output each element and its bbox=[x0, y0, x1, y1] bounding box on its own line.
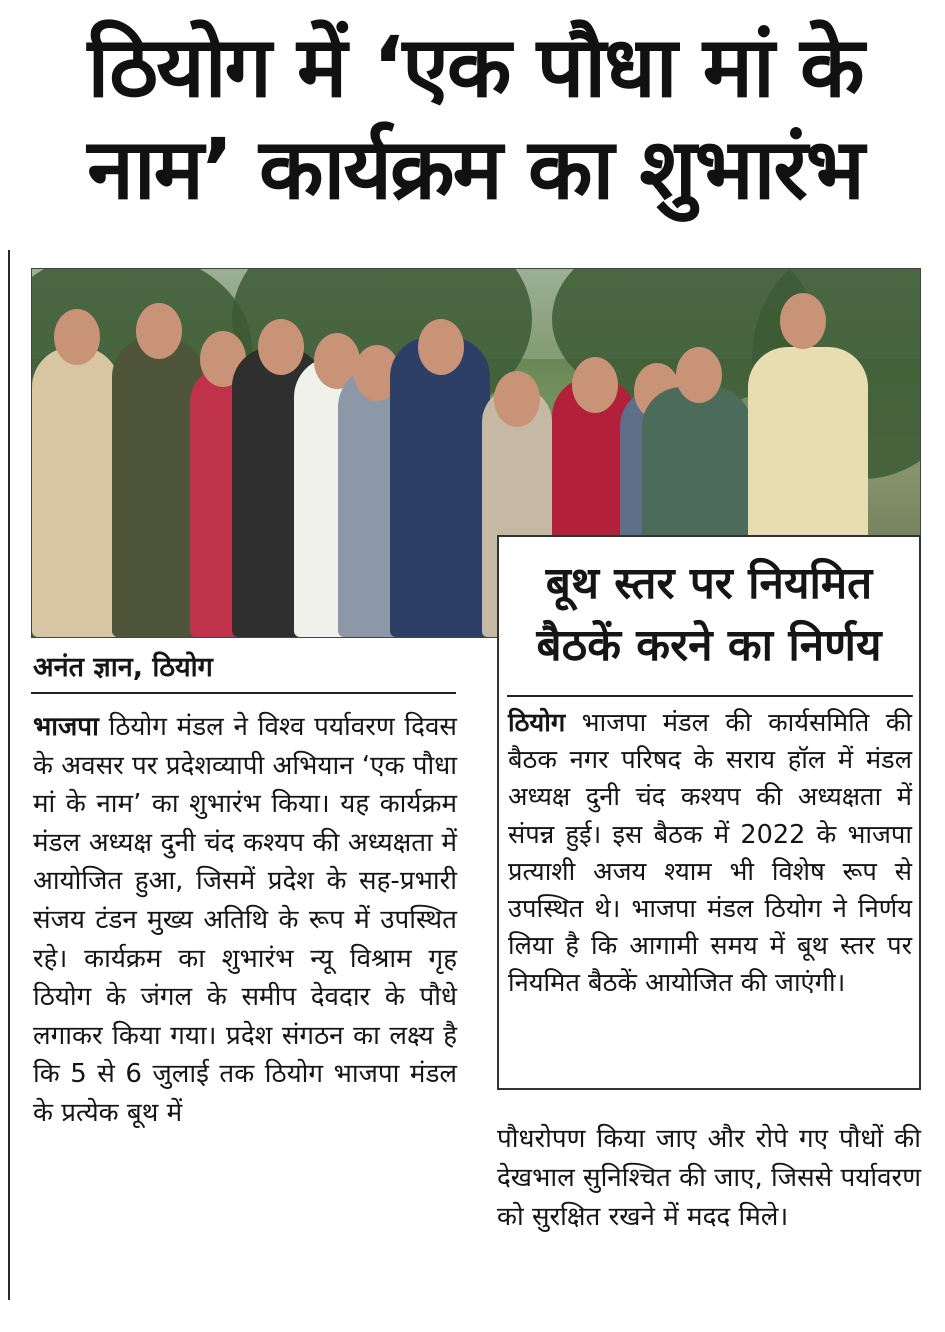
right-article-column bbox=[497, 1120, 921, 1237]
photo-person-head bbox=[780, 293, 826, 349]
sidebar-box-rule bbox=[507, 695, 913, 697]
sidebar-box-title-line-1: बूथ स्तर पर नियमित bbox=[545, 558, 873, 609]
headline-line-1: ठियोग में ‘एक पौधा मां के bbox=[87, 18, 863, 116]
sidebar-box-title-line-2: बैठकें करने का निर्णय bbox=[536, 620, 882, 671]
sidebar-box-body bbox=[508, 705, 912, 1003]
headline-line-2: नाम’ कार्यक्रम का शुभारंभ bbox=[87, 120, 863, 218]
photo-person-head bbox=[54, 309, 100, 365]
sidebar-news-box bbox=[497, 535, 921, 1090]
photo-person bbox=[32, 347, 120, 637]
right-column-text: पौधरोपण किया जाए और रोपे गए पौधों की देखभाल सुनिश्चित की जाए, जिससे पर्यावरण को सुरक्षित रखने में मदद मिले। bbox=[497, 1124, 921, 1232]
byline-rule bbox=[31, 692, 456, 694]
sidebar-box-lead-word: ठियोग bbox=[508, 708, 566, 738]
sidebar-box-title bbox=[499, 553, 919, 677]
photo-person-head bbox=[494, 371, 540, 427]
byline: अनंत ज्ञान, ठियोग bbox=[33, 652, 213, 683]
headline bbox=[20, 16, 930, 220]
photo-person-head bbox=[418, 319, 464, 375]
left-column-lead-word: भाजपा bbox=[33, 712, 99, 742]
left-article-column bbox=[33, 708, 457, 1133]
photo-person bbox=[390, 337, 490, 637]
page-edge-rule bbox=[8, 250, 10, 1300]
photo-person-head bbox=[572, 357, 618, 413]
left-column-text: ठियोग मंडल ने विश्व पर्यावरण दिवस के अवसर पर प्रदेशव्यापी अभियान ‘एक पौधा मां के नाम’ का शुभारंभ किया। यह कार्यक्रम मंडल अध्यक्ष दुनी चंद कश्यप की अध्यक्षता में आयोजित हुआ, जिसमें प्रदेश के सह-प्रभारी संजय टंडन मुख्य अतिथि के रूप में उपस्थित रहे। कार्यक्रम का शुभारंभ न्यू विश्राम गृह ठियोग के जंगल के समीप देवदार के पौधे लगाकर किया गया। प्रदेश संगठन का लक्ष्य है कि 5 से 6 जुलाई तक ठियोग भाजपा मंडल के प्रत्येक बूथ में bbox=[33, 712, 457, 1128]
photo-person-head bbox=[258, 319, 304, 375]
sidebar-box-text: भाजपा मंडल की कार्यसमिति की बैठक नगर परिषद के सराय हॉल में मंडल अध्यक्ष दुनी चंद कश्यप की अध्यक्षता में संपन्न हुई। इस बैठक में 2022 के भाजपा प्रत्याशी अजय श्याम भी विशेष रूप से उपस्थित थे। भाजपा मंडल ठियोग ने निर्णय लिया है कि आगामी समय में बूथ स्तर पर नियमित बैठकें आयोजित की जाएंगी। bbox=[508, 708, 912, 999]
photo-person-head bbox=[136, 303, 182, 359]
photo-person-head bbox=[676, 347, 722, 403]
